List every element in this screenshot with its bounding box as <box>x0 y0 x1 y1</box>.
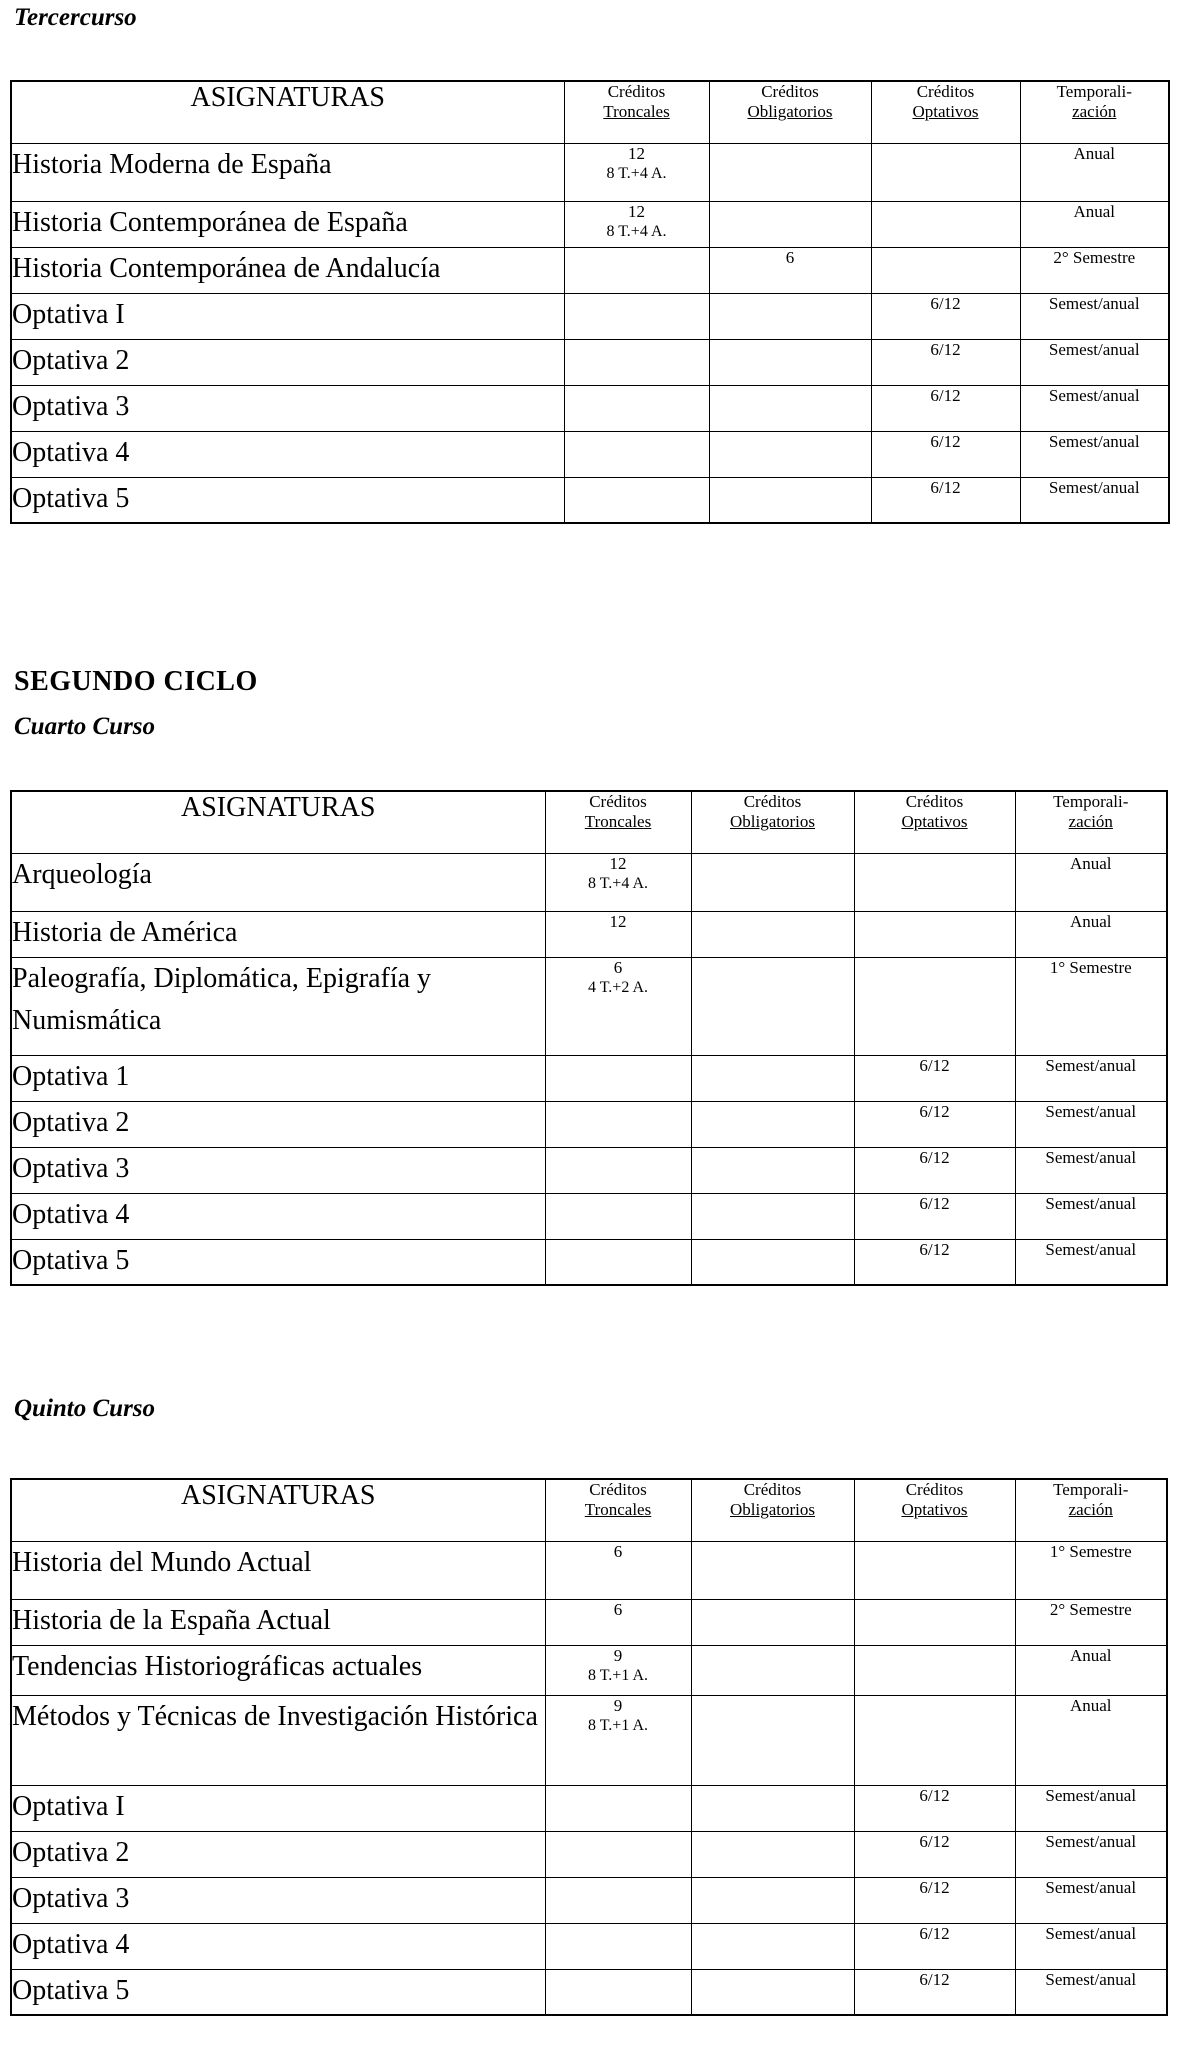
creditos-troncales-breakdown: 8 T.+4 A. <box>606 164 667 182</box>
creditos-optativos-cell <box>871 143 1020 201</box>
creditos-obligatorios-cell <box>691 1147 854 1193</box>
creditos-optativos-cell: 6/12 <box>871 477 1020 523</box>
creditos-optativos-cell: 6/12 <box>854 1969 1015 2015</box>
table-row <box>11 293 1169 339</box>
creditos-obligatorios-cell <box>709 143 871 201</box>
temporalizacion-cell: Anual <box>1015 853 1167 911</box>
creditos-troncales-cell <box>564 247 709 293</box>
creditos-troncales-value: 12 <box>628 201 645 221</box>
header-temporalizacion-line1: Temporali- <box>1056 82 1132 101</box>
header-creditos-troncales-line2: Troncales <box>584 1500 652 1519</box>
temporalizacion-cell: Semest/anual <box>1015 1923 1167 1969</box>
temporalizacion-cell: Semest/anual <box>1015 1239 1167 1285</box>
header-row <box>11 791 1167 853</box>
subject-name: Optativa 5 <box>11 477 564 523</box>
temporalizacion-cell: 2° Semestre <box>1020 247 1169 293</box>
creditos-troncales-cell <box>545 1147 691 1193</box>
header-creditos-optativos <box>854 791 1015 853</box>
creditos-troncales-value: 9 <box>613 1695 623 1715</box>
creditos-optativos-cell: 6/12 <box>854 1239 1015 1285</box>
subject-name: Optativa 5 <box>11 1969 545 2015</box>
temporalizacion-cell: Semest/anual <box>1015 1877 1167 1923</box>
header-creditos-troncales-line1: Créditos <box>589 1480 647 1499</box>
cuarto-curso-title: Cuarto Curso <box>14 713 156 740</box>
subject-name: Optativa 3 <box>11 385 564 431</box>
subject-name: Historia del Mundo Actual <box>11 1541 545 1599</box>
header-temporalizacion-line1: Temporali- <box>1053 792 1129 811</box>
cuarto-curso-table <box>10 790 1168 1286</box>
subject-name: Historia de América <box>11 911 545 957</box>
creditos-troncales-breakdown: 8 T.+4 A. <box>588 874 648 892</box>
subject-name: Optativa 3 <box>11 1147 545 1193</box>
creditos-optativos-cell: 6/12 <box>871 339 1020 385</box>
creditos-optativos-cell <box>854 1541 1015 1599</box>
temporalizacion-cell: Semest/anual <box>1015 1785 1167 1831</box>
creditos-obligatorios-cell <box>691 1599 854 1645</box>
table-row <box>11 1831 1167 1877</box>
creditos-troncales-cell <box>545 1785 691 1831</box>
header-creditos-troncales-line1: Créditos <box>589 792 647 811</box>
table-row <box>11 1055 1167 1101</box>
creditos-obligatorios-cell <box>691 1923 854 1969</box>
table-row <box>11 339 1169 385</box>
quinto-curso-table <box>10 1478 1168 2016</box>
creditos-optativos-cell: 6/12 <box>854 1055 1015 1101</box>
table-row <box>11 143 1169 201</box>
creditos-troncales-cell <box>545 1193 691 1239</box>
subject-name: Optativa I <box>11 293 564 339</box>
subject-name: Optativa 4 <box>11 1923 545 1969</box>
creditos-troncales-cell <box>545 1599 691 1645</box>
temporalizacion-cell: Semest/anual <box>1020 385 1169 431</box>
subject-name: Optativa 2 <box>11 339 564 385</box>
creditos-troncales-value: 12 <box>609 911 627 931</box>
creditos-optativos-cell: 6/12 <box>854 1101 1015 1147</box>
creditos-optativos-cell: 6/12 <box>854 1193 1015 1239</box>
creditos-troncales-cell <box>545 1239 691 1285</box>
subject-name: Optativa I <box>11 1785 545 1831</box>
subject-name: Arqueología <box>11 853 545 911</box>
creditos-optativos-cell: 6/12 <box>871 431 1020 477</box>
header-creditos-optativos-line2: Optativos <box>901 812 968 831</box>
creditos-troncales-value: 6 <box>613 957 623 977</box>
creditos-optativos-cell <box>854 1695 1015 1785</box>
table-row <box>11 853 1167 911</box>
header-temporalizacion-line2: zación <box>1068 812 1113 831</box>
table-row <box>11 1877 1167 1923</box>
subject-name: Métodos y Técnicas de Investigación Histórica <box>11 1695 545 1785</box>
creditos-obligatorios-cell <box>709 339 871 385</box>
table-row <box>11 1785 1167 1831</box>
subject-name: Tendencias Historiográficas actuales <box>11 1645 545 1695</box>
header-asignaturas: ASIGNATURAS <box>11 791 545 853</box>
creditos-obligatorios-cell <box>709 477 871 523</box>
header-temporalizacion-line1: Temporali- <box>1053 1480 1129 1499</box>
temporalizacion-cell: Semest/anual <box>1020 293 1169 339</box>
creditos-optativos-cell <box>854 1599 1015 1645</box>
temporalizacion-cell: Semest/anual <box>1015 1193 1167 1239</box>
creditos-optativos-cell: 6/12 <box>854 1831 1015 1877</box>
header-creditos-obligatorios-line1: Créditos <box>743 1480 802 1499</box>
table-row <box>11 957 1167 1055</box>
temporalizacion-cell: Semest/anual <box>1015 1055 1167 1101</box>
creditos-troncales-cell <box>545 1923 691 1969</box>
tercer-curso-table <box>10 80 1170 524</box>
temporalizacion-cell: Semest/anual <box>1015 1831 1167 1877</box>
header-creditos-obligatorios-line2: Obligatorios <box>747 102 833 121</box>
creditos-obligatorios-cell: 6 <box>709 247 871 293</box>
temporalizacion-cell: Anual <box>1020 143 1169 201</box>
creditos-troncales-cell <box>545 1541 691 1599</box>
creditos-troncales-cell <box>564 293 709 339</box>
temporalizacion-cell: 1° Semestre <box>1015 1541 1167 1599</box>
table-row <box>11 1645 1167 1695</box>
creditos-troncales-value: 12 <box>609 853 627 873</box>
subject-name: Optativa 2 <box>11 1831 545 1877</box>
creditos-troncales-cell <box>564 385 709 431</box>
creditos-troncales-cell <box>564 477 709 523</box>
creditos-obligatorios-cell <box>691 1969 854 2015</box>
table-row <box>11 431 1169 477</box>
table-row <box>11 1695 1167 1785</box>
header-creditos-obligatorios-line1: Créditos <box>761 82 819 101</box>
creditos-obligatorios-cell <box>691 957 854 1055</box>
temporalizacion-cell: Anual <box>1015 1645 1167 1695</box>
creditos-troncales-cell <box>545 1877 691 1923</box>
quinto-curso-title: Quinto Curso <box>14 1395 156 1422</box>
subject-name: Optativa 3 <box>11 1877 545 1923</box>
header-creditos-obligatorios-line2: Obligatorios <box>730 1500 815 1519</box>
creditos-troncales-breakdown: 8 T.+4 A. <box>606 222 667 240</box>
table-row <box>11 385 1169 431</box>
header-creditos-obligatorios-line1: Créditos <box>743 792 802 811</box>
table-row <box>11 1541 1167 1599</box>
temporalizacion-cell: Semest/anual <box>1020 477 1169 523</box>
temporalizacion-cell: 2° Semestre <box>1015 1599 1167 1645</box>
header-creditos-troncales <box>545 791 691 853</box>
creditos-obligatorios-cell <box>691 1785 854 1831</box>
header-creditos-troncales <box>545 1479 691 1541</box>
table-row <box>11 1193 1167 1239</box>
subject-name: Historia de la España Actual <box>11 1599 545 1645</box>
creditos-optativos-cell <box>871 201 1020 247</box>
subject-name: Optativa 4 <box>11 431 564 477</box>
temporalizacion-cell: Semest/anual <box>1020 339 1169 385</box>
header-creditos-troncales-line1: Créditos <box>607 82 666 101</box>
creditos-obligatorios-cell <box>691 911 854 957</box>
creditos-troncales-cell <box>545 1055 691 1101</box>
creditos-obligatorios-cell <box>691 1645 854 1695</box>
header-temporalizacion-line2: zación <box>1072 102 1117 121</box>
temporalizacion-cell: Semest/anual <box>1015 1969 1167 2015</box>
creditos-optativos-cell: 6/12 <box>871 385 1020 431</box>
creditos-obligatorios-cell <box>691 1055 854 1101</box>
subject-name: Historia Contemporánea de Andalucía <box>11 247 564 293</box>
creditos-optativos-cell: 6/12 <box>854 1923 1015 1969</box>
creditos-obligatorios-cell <box>691 1877 854 1923</box>
creditos-troncales-cell <box>545 1101 691 1147</box>
header-creditos-troncales <box>564 81 709 143</box>
subject-name: Optativa 4 <box>11 1193 545 1239</box>
table-row <box>11 1239 1167 1285</box>
header-asignaturas: ASIGNATURAS <box>11 81 564 143</box>
creditos-troncales-breakdown: 4 T.+2 A. <box>588 978 648 996</box>
header-creditos-troncales-line2: Troncales <box>603 102 670 121</box>
table-row <box>11 1147 1167 1193</box>
creditos-troncales-cell <box>564 339 709 385</box>
creditos-troncales-cell <box>545 911 691 957</box>
header-creditos-optativos <box>871 81 1020 143</box>
table-row <box>11 911 1167 957</box>
temporalizacion-cell: Semest/anual <box>1015 1147 1167 1193</box>
subject-name: Optativa 5 <box>11 1239 545 1285</box>
creditos-troncales-value: 12 <box>628 143 645 163</box>
table-row <box>11 1923 1167 1969</box>
creditos-obligatorios-cell <box>691 1541 854 1599</box>
header-creditos-obligatorios-line2: Obligatorios <box>730 812 815 831</box>
temporalizacion-cell: Anual <box>1020 201 1169 247</box>
creditos-obligatorios-cell <box>691 1695 854 1785</box>
creditos-troncales-cell <box>545 957 691 1055</box>
temporalizacion-cell: Anual <box>1015 1695 1167 1785</box>
table-row <box>11 201 1169 247</box>
header-temporalizacion <box>1020 81 1169 143</box>
header-creditos-troncales-line2: Troncales <box>584 812 652 831</box>
subject-name: Historia Contemporánea de España <box>11 201 564 247</box>
subject-name: Optativa 1 <box>11 1055 545 1101</box>
header-creditos-optativos-line1: Créditos <box>905 792 964 811</box>
header-asignaturas: ASIGNATURAS <box>11 1479 545 1541</box>
header-creditos-optativos-line1: Créditos <box>916 82 975 101</box>
creditos-optativos-cell: 6/12 <box>871 293 1020 339</box>
header-creditos-optativos-line2: Optativos <box>912 102 979 121</box>
creditos-obligatorios-cell <box>709 201 871 247</box>
table-row <box>11 247 1169 293</box>
creditos-troncales-cell <box>545 1831 691 1877</box>
creditos-optativos-cell <box>854 1645 1015 1695</box>
header-temporalizacion-line2: zación <box>1068 1500 1113 1519</box>
creditos-optativos-cell <box>871 247 1020 293</box>
creditos-optativos-cell: 6/12 <box>854 1147 1015 1193</box>
temporalizacion-cell: Semest/anual <box>1015 1101 1167 1147</box>
tercer-curso-title: Tercercurso <box>14 4 137 31</box>
creditos-troncales-cell <box>564 143 709 201</box>
header-creditos-optativos-line1: Créditos <box>905 1480 964 1499</box>
creditos-troncales-value: 6 <box>613 1541 623 1561</box>
creditos-troncales-cell <box>545 853 691 911</box>
header-creditos-obligatorios <box>691 1479 854 1541</box>
creditos-troncales-cell <box>564 201 709 247</box>
creditos-obligatorios-cell <box>709 293 871 339</box>
table-row <box>11 1969 1167 2015</box>
creditos-troncales-value: 6 <box>613 1599 623 1619</box>
header-temporalizacion <box>1015 791 1167 853</box>
subject-name: Optativa 2 <box>11 1101 545 1147</box>
creditos-obligatorios-cell <box>691 1101 854 1147</box>
creditos-troncales-value: 9 <box>613 1645 623 1665</box>
header-creditos-obligatorios <box>709 81 871 143</box>
table-row <box>11 477 1169 523</box>
subject-name: Paleografía, Diplomática, Epigrafía y Numismática <box>11 957 545 1055</box>
creditos-obligatorios-cell <box>709 385 871 431</box>
header-row <box>11 81 1169 143</box>
creditos-troncales-breakdown: 8 T.+1 A. <box>588 1716 648 1734</box>
temporalizacion-cell: Semest/anual <box>1020 431 1169 477</box>
temporalizacion-cell: 1° Semestre <box>1015 957 1167 1055</box>
header-creditos-optativos <box>854 1479 1015 1541</box>
header-creditos-optativos-line2: Optativos <box>901 1500 968 1519</box>
creditos-obligatorios-cell <box>691 853 854 911</box>
creditos-optativos-cell <box>854 957 1015 1055</box>
creditos-troncales-cell <box>564 431 709 477</box>
subject-name: Historia Moderna de España <box>11 143 564 201</box>
table-row <box>11 1101 1167 1147</box>
creditos-troncales-cell <box>545 1695 691 1785</box>
creditos-troncales-breakdown: 8 T.+1 A. <box>588 1666 648 1684</box>
creditos-optativos-cell: 6/12 <box>854 1785 1015 1831</box>
segundo-ciclo-heading: SEGUNDO CICLO <box>14 666 258 697</box>
creditos-optativos-cell <box>854 911 1015 957</box>
creditos-troncales-cell <box>545 1645 691 1695</box>
creditos-optativos-cell <box>854 853 1015 911</box>
creditos-obligatorios-cell <box>691 1239 854 1285</box>
creditos-obligatorios-cell <box>709 431 871 477</box>
temporalizacion-cell: Anual <box>1015 911 1167 957</box>
header-row <box>11 1479 1167 1541</box>
table-row <box>11 1599 1167 1645</box>
creditos-troncales-cell <box>545 1969 691 2015</box>
creditos-obligatorios-cell <box>691 1831 854 1877</box>
header-creditos-obligatorios <box>691 791 854 853</box>
header-temporalizacion <box>1015 1479 1167 1541</box>
creditos-optativos-cell: 6/12 <box>854 1877 1015 1923</box>
creditos-obligatorios-cell <box>691 1193 854 1239</box>
